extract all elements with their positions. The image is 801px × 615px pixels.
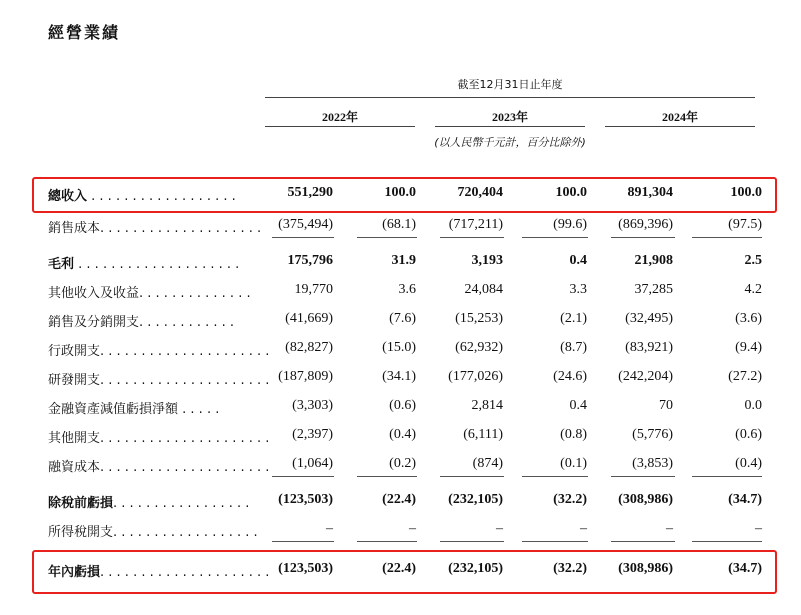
subtotal-rule: [611, 476, 675, 477]
subtotal-rule: [692, 541, 762, 542]
row-label-text: 年內虧損: [48, 565, 101, 580]
cell-value: (123,503): [278, 492, 333, 507]
row-label-text: 其他收入及收益: [48, 286, 140, 301]
year-header-2024: 2024年: [661, 110, 698, 124]
row-label: [48, 492, 250, 511]
cell-value: (41,669): [285, 311, 333, 326]
row-label: [48, 311, 243, 330]
cell-value: (232,105): [448, 492, 503, 507]
period-header: 截至12月31日止年度: [457, 78, 563, 91]
cell-value: –: [326, 521, 333, 536]
cell-value: (32.2): [553, 492, 587, 507]
cell-value: (717,211): [448, 217, 503, 232]
subtotal-rule: [522, 476, 588, 477]
cell-value: 0.4: [569, 398, 587, 413]
cell-value: (22.4): [382, 561, 416, 576]
subtotal-rule: [272, 237, 334, 238]
period-rule: [265, 97, 755, 98]
subtotal-rule: [611, 541, 675, 542]
row-label: [48, 427, 270, 446]
cell-value: 31.9: [391, 253, 416, 268]
unit-note: (以人民幣千元計，百分比除外): [434, 136, 586, 149]
cell-value: (3,853): [632, 456, 673, 471]
table-row-cost-of-sales: [0, 212, 801, 238]
cell-value: (187,809): [278, 369, 333, 384]
cell-value: 70: [659, 398, 673, 413]
cell-value: (68.1): [382, 217, 416, 232]
leader-dots: . . . . . . . . . . . . . . . . . . . . .: [100, 565, 270, 580]
cell-value: (0.6): [389, 398, 416, 413]
row-label: [48, 398, 243, 417]
subtotal-rule: [522, 237, 588, 238]
cell-value: (0.8): [560, 427, 587, 442]
table-row-admin-expenses: [0, 335, 801, 361]
table-row-other-expenses: [0, 422, 801, 448]
leader-dots: . . . . . . . . . . . . . .: [139, 286, 251, 301]
year-header-2022: 2022年: [321, 110, 358, 124]
cell-value: (3.6): [735, 311, 762, 326]
table-row-other-income: [0, 277, 801, 303]
table-row-gross-profit: [0, 248, 801, 274]
cell-value: 2.5: [744, 253, 762, 268]
cell-value: (27.2): [728, 369, 762, 384]
cell-value: (3,303): [292, 398, 333, 413]
row-label-text: 所得稅開支: [48, 525, 114, 540]
cell-value: 2,814: [471, 398, 503, 413]
cell-value: (15.0): [382, 340, 416, 355]
cell-value: (0.4): [735, 456, 762, 471]
cell-value: (6,111): [463, 427, 503, 442]
year-header-2023: 2023年: [491, 110, 528, 124]
cell-value: (177,026): [448, 369, 503, 384]
cell-value: (32.2): [553, 561, 587, 576]
subtotal-rule: [440, 541, 504, 542]
cell-value: (7.6): [389, 311, 416, 326]
leader-dots: . . . . . . . . . . . . . . . . . .: [87, 189, 236, 204]
subtotal-rule: [611, 237, 675, 238]
table-row-income-tax: [0, 516, 801, 542]
row-label-text: 毛利: [48, 257, 75, 272]
cell-value: (2,397): [292, 427, 333, 442]
row-label-text: 金融資產減值虧損淨額: [48, 402, 179, 417]
cell-value: 3,193: [471, 253, 503, 268]
cell-value: (0.4): [389, 427, 416, 442]
cell-value: 4.2: [744, 282, 762, 297]
row-label: [48, 456, 270, 475]
subtotal-rule: [440, 237, 504, 238]
cell-value: (308,986): [618, 492, 673, 507]
leader-dots: . . . . . . . . . . . . . . . . . . . . .: [100, 460, 270, 475]
cell-value: (83,921): [625, 340, 673, 355]
subtotal-rule: [357, 476, 417, 477]
cell-value: 720,404: [457, 185, 503, 200]
subtotal-rule: [272, 476, 334, 477]
subtotal-rule: [692, 476, 762, 477]
table-row-impairment-losses: [0, 393, 801, 419]
row-label-text: 銷售及分銷開支: [48, 315, 140, 330]
cell-value: 100.0: [384, 185, 416, 200]
subtotal-rule: [357, 541, 417, 542]
year-rule-2023: [435, 126, 585, 127]
cell-value: (62,932): [455, 340, 503, 355]
table-row-loss-before-tax: [0, 487, 801, 513]
table-row-finance-costs: [0, 451, 801, 477]
cell-value: (0.1): [560, 456, 587, 471]
subtotal-rule: [522, 541, 588, 542]
cell-value: 100.0: [730, 185, 762, 200]
row-label-text: 除稅前虧損: [48, 496, 114, 511]
year-rule-2024: [605, 126, 755, 127]
row-label-text: 行政開支: [48, 344, 101, 359]
cell-value: 891,304: [627, 185, 673, 200]
subtotal-rule: [692, 237, 762, 238]
cell-value: (8.7): [560, 340, 587, 355]
cell-value: (375,494): [278, 217, 333, 232]
cell-value: (34.1): [382, 369, 416, 384]
row-label: [48, 253, 243, 272]
leader-dots: . . . . . . . . . . . . . . . . . . . . .: [100, 373, 270, 388]
cell-value: (97.5): [728, 217, 762, 232]
subtotal-rule: [357, 237, 417, 238]
total-revenue-highlight: [32, 177, 777, 213]
cell-value: –: [755, 521, 762, 536]
cell-value: –: [666, 521, 673, 536]
cell-value: 100.0: [555, 185, 587, 200]
leader-dots: . . . . . . . . . . . . . . . . . .: [113, 525, 258, 540]
cell-value: –: [580, 521, 587, 536]
row-label: [48, 217, 262, 236]
cell-value: (1,064): [292, 456, 333, 471]
cell-value: 24,084: [464, 282, 503, 297]
cell-value: (15,253): [455, 311, 503, 326]
row-label: [48, 282, 251, 301]
cell-value: 19,770: [294, 282, 333, 297]
cell-value: (82,827): [285, 340, 333, 355]
cell-value: (874): [472, 456, 503, 471]
year-rule-2022: [265, 126, 415, 127]
cell-value: 175,796: [287, 253, 333, 268]
row-label-text: 研發開支: [48, 373, 101, 388]
cell-value: (242,204): [618, 369, 673, 384]
subtotal-rule: [440, 476, 504, 477]
leader-dots: . . . . . . . . . . . . . . . . . . . .: [100, 221, 262, 236]
page-title: 經營業績: [48, 23, 121, 42]
cell-value: (34.7): [728, 492, 762, 507]
cell-value: (232,105): [448, 561, 503, 576]
cell-value: (34.7): [728, 561, 762, 576]
cell-value: 21,908: [634, 253, 673, 268]
leader-dots: . . . . . . . . . . . . . . . . . . . . .: [100, 431, 270, 446]
cell-value: 0.0: [744, 398, 762, 413]
leader-dots: . . . . . . . . . . . .: [139, 315, 235, 330]
cell-value: (123,503): [278, 561, 333, 576]
row-label: [48, 340, 270, 359]
cell-value: (2.1): [560, 311, 587, 326]
cell-value: (869,396): [618, 217, 673, 232]
annual-loss-highlight: [32, 550, 777, 594]
cell-value: 37,285: [634, 282, 673, 297]
cell-value: (9.4): [735, 340, 762, 355]
leader-dots: . . . . . . . . . . . . . . . . . . . .: [74, 257, 240, 272]
row-label-text: 融資成本: [48, 460, 101, 475]
cell-value: 0.4: [569, 253, 587, 268]
cell-value: (22.4): [382, 492, 416, 507]
leader-dots: . . . . .: [178, 402, 220, 417]
row-label-text: 銷售成本: [48, 221, 101, 236]
cell-value: (24.6): [553, 369, 587, 384]
row-label-text: 其他開支: [48, 431, 101, 446]
cell-value: (5,776): [632, 427, 673, 442]
cell-value: 3.3: [569, 282, 587, 297]
row-label: [48, 521, 258, 540]
cell-value: (32,495): [625, 311, 673, 326]
cell-value: 551,290: [287, 185, 333, 200]
cell-value: (0.6): [735, 427, 762, 442]
cell-value: (0.2): [389, 456, 416, 471]
cell-value: (99.6): [553, 217, 587, 232]
table-row-selling-expenses: [0, 306, 801, 332]
leader-dots: . . . . . . . . . . . . . . . . .: [113, 496, 250, 511]
subtotal-rule: [272, 541, 334, 542]
cell-value: (308,986): [618, 561, 673, 576]
table-row-rd-expenses: [0, 364, 801, 390]
cell-value: 3.6: [398, 282, 416, 297]
cell-value: –: [496, 521, 503, 536]
cell-value: –: [409, 521, 416, 536]
row-label: [48, 369, 270, 388]
leader-dots: . . . . . . . . . . . . . . . . . . . . .: [100, 344, 270, 359]
row-label-text: 總收入: [48, 189, 88, 204]
